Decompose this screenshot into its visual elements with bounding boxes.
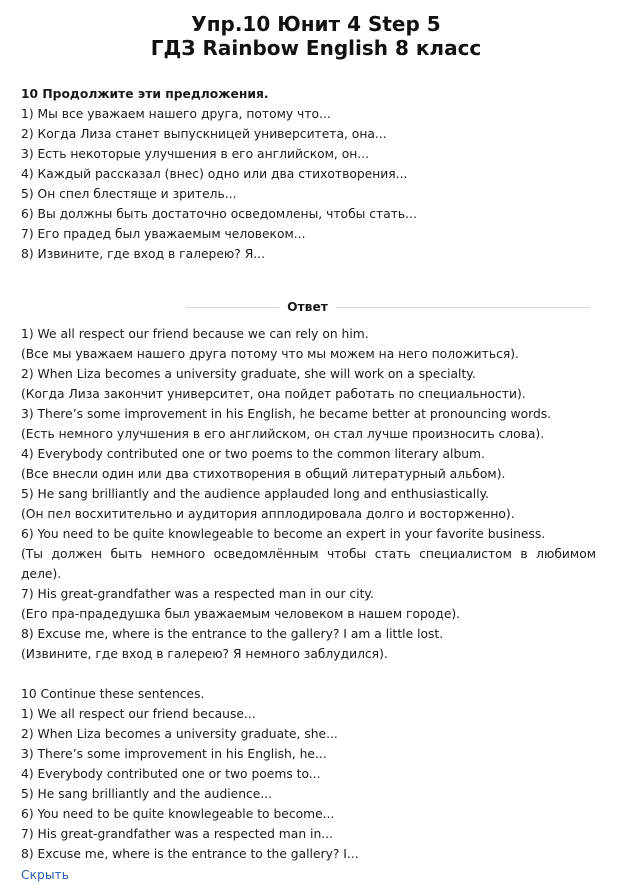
task-heading-english: 10 Continue these sentences. <box>21 687 205 701</box>
answer-translation: (Он пел восхитительно и аудитория апплодировала долго и восторженно). <box>21 507 515 521</box>
task-item: 2) Когда Лиза станет выпускницей университета, она... <box>21 127 387 141</box>
task-item: 5) Он спел блестяще и зритель... <box>21 187 237 201</box>
task-item: 8) Извините, где вход в галерею? Я... <box>21 247 265 261</box>
answer-label: Ответ <box>287 300 328 314</box>
answer-translation: (Извините, где вход в галерею? Я немного заблудился). <box>21 647 388 661</box>
page-title-line-2: ГДЗ Rainbow English 8 класс <box>150 36 482 60</box>
answer-line: 8) Excuse me, where is the entrance to the gallery? I am a little lost. <box>21 627 444 641</box>
answer-translation: (Ты должен быть немного осведомлённым чтобы стать специалистом в любимом деле). <box>21 547 596 581</box>
answer-line: 7) His great-grandfather was a respected man in our city. <box>21 587 374 601</box>
task-english <box>0 664 632 864</box>
task-item: 6) Вы должны быть достаточно осведомлены, чтобы стать... <box>21 207 417 221</box>
divider-line-right <box>336 307 590 308</box>
task-heading: 10 Продолжите эти предложения. <box>21 87 269 101</box>
task-item: 3) Есть некоторые улучшения в его английском, он... <box>21 147 370 161</box>
page-title-line-1: Упр.10 Юнит 4 Step 5 <box>191 12 441 36</box>
answer-translation: (Когда Лиза закончит университет, она пойдет работать по специальности). <box>21 387 526 401</box>
task-item-english: 2) When Liza becomes a university graduate, she... <box>21 727 338 741</box>
task-item-english: 3) There’s some improvement in his English, he... <box>21 747 327 761</box>
answer-divider <box>0 297 632 317</box>
divider-line-left <box>186 307 279 308</box>
answer-line: 2) When Liza becomes a university graduate, she will work on a specialty. <box>21 367 476 381</box>
task-item-english: 4) Everybody contributed one or two poems to... <box>21 767 321 781</box>
answer-block <box>0 324 632 664</box>
answer-line: 5) He sang brilliantly and the audience applauded long and enthusiastically. <box>21 487 490 501</box>
answer-line: 3) There’s some improvement in his English, he became better at pronouncing words. <box>21 407 552 421</box>
task-item-english: 1) We all respect our friend because... <box>21 707 256 721</box>
task-item: 4) Каждый рассказал (внес) одно или два стихотворения... <box>21 167 408 181</box>
answer-translation: (Все внесли один или два стихотворения в общий литературный альбом). <box>21 467 506 481</box>
task-item-english: 7) His great-grandfather was a respected man in... <box>21 827 333 841</box>
answer-translation: (Все мы уважаем нашего друга потому что мы можем на него положиться). <box>21 347 519 361</box>
task-russian <box>0 60 632 264</box>
answer-translation: (Есть немного улучшения в его английском, он стал лучше произносить слова). <box>21 427 545 441</box>
task-item-english: 6) You need to be quite knowlegeable to become... <box>21 807 335 821</box>
task-item-english: 8) Excuse me, where is the entrance to the gallery? I... <box>21 847 359 861</box>
task-item-english: 5) He sang brilliantly and the audience... <box>21 787 273 801</box>
task-item: 7) Его прадед был уважаемым человеком... <box>21 227 306 241</box>
task-item: 1) Мы все уважаем нашего друга, потому что... <box>21 107 331 121</box>
answer-line: 4) Everybody contributed one or two poems to the common literary album. <box>21 447 485 461</box>
page-header <box>0 0 632 60</box>
answer-translation: (Его пра-прадедушка был уважаемым человеком в нашем городе). <box>21 607 461 621</box>
answer-line: 1) We all respect our friend because we can rely on him. <box>21 327 369 341</box>
hide-link[interactable]: Скрыть <box>21 868 69 882</box>
answer-line: 6) You need to be quite knowlegeable to become an expert in your favorite business. <box>21 527 546 541</box>
